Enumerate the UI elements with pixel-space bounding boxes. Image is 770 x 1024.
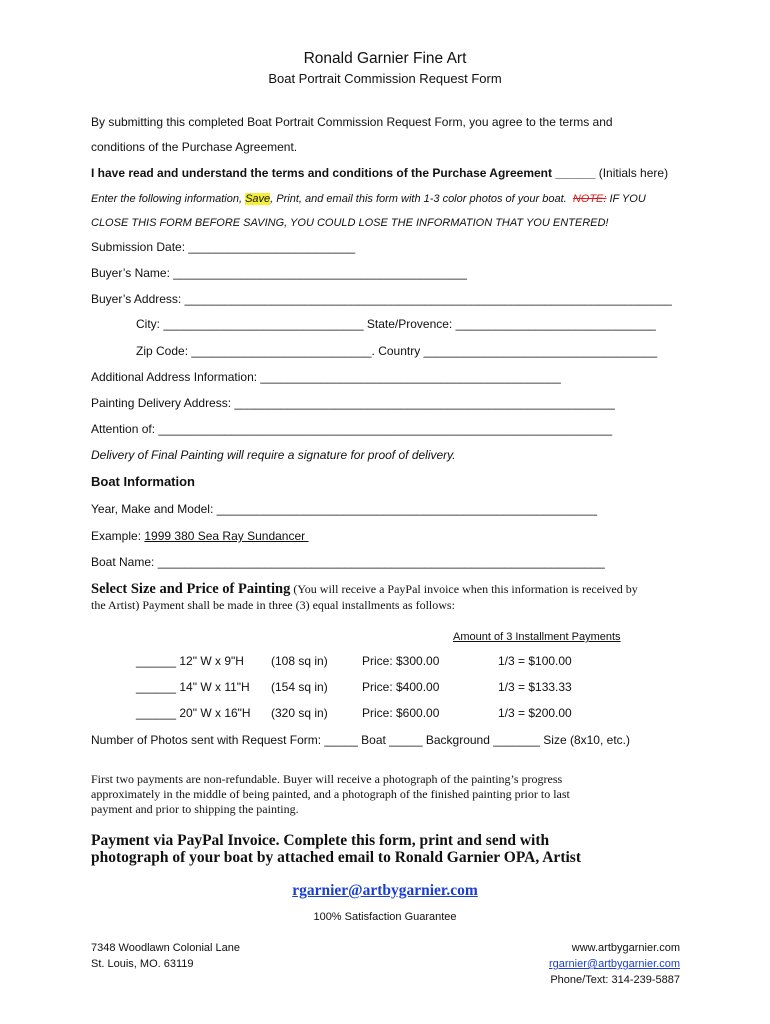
satisfaction-guarantee: 100% Satisfaction Guarantee: [313, 911, 457, 923]
footer-email: [430, 957, 680, 971]
size-price-heading: Select Size and Price of Painting: [91, 581, 291, 597]
agreement-text: I have read and understand the terms and conditions of the Purchase Agreement ______: [91, 166, 599, 180]
additional-address-field[interactable]: Additional Address Information: _____________________________________________: [91, 370, 561, 384]
size-area: (154 sq in): [271, 680, 328, 694]
note-label: NOTE:: [572, 193, 607, 205]
size-price-heading-note: (You will receive a PayPal invoice when this information is received by: [290, 582, 638, 596]
installment-amount: 1/3 = $133.33: [498, 680, 572, 694]
footer-address-2: St. Louis, MO. 63119: [91, 958, 194, 970]
installments-header: Amount of 3 Installment Payments: [453, 631, 621, 643]
example-label: Example:: [91, 529, 145, 543]
size-option[interactable]: ______ 20" W x 16"H: [136, 706, 251, 720]
painting-delivery-field[interactable]: Painting Delivery Address: _________________________________________________________: [91, 396, 615, 410]
buyer-name-field[interactable]: Buyer’s Name: ____________________________________________: [91, 266, 467, 280]
intro-line-2: conditions of the Purchase Agreement.: [91, 140, 298, 154]
footer-website[interactable]: www.artbygarnier.com: [571, 942, 680, 954]
zip-country-field[interactable]: Zip Code: ___________________________. Country ___________________________________: [136, 344, 658, 358]
payment-terms-line-2: approximately in the middle of being painted, and a photograph of the finished painting prior to last: [91, 787, 570, 801]
year-make-model-field[interactable]: Year, Make and Model: _________________________________________________________: [91, 502, 598, 516]
delivery-note: Delivery of Final Painting will require a signature for proof of delivery.: [91, 448, 456, 462]
email-link-wrap: [0, 882, 770, 900]
example-value: 1999 380 Sea Ray Sundancer: [144, 529, 309, 543]
instructions-c: IF YOU: [606, 193, 646, 205]
instructions-a: Enter the following information,: [91, 193, 246, 205]
payment-terms-line-1: First two payments are non-refundable. Buyer will receive a photograph of the painting’s progress: [91, 772, 563, 786]
instructions-line-1: [91, 192, 646, 206]
email-link[interactable]: rgarnier@artbygarnier.com: [292, 882, 478, 899]
footer-email-link[interactable]: rgarnier@artbygarnier.com: [549, 958, 680, 970]
photos-count-field[interactable]: Number of Photos sent with Request Form: _____ Boat _____ Background _______ Size (8x10, etc.): [91, 733, 630, 747]
size-price-heading-line: [91, 581, 638, 597]
intro-line-1: By submitting this completed Boat Portrait Commission Request Form, you agree to the terms and: [91, 115, 613, 129]
installment-amount: 1/3 = $100.00: [498, 654, 572, 668]
agreement-line: [91, 166, 668, 180]
footer-address-1: 7348 Woodlawn Colonial Lane: [91, 942, 241, 954]
size-area: (320 sq in): [271, 706, 328, 720]
size-price: Price: $600.00: [362, 706, 440, 720]
size-option[interactable]: ______ 12" W x 9"H: [136, 654, 244, 668]
paypal-line-1: Payment via PayPal Invoice. Complete this form, print and send with: [91, 832, 550, 849]
buyer-address-field[interactable]: Buyer’s Address: _________________________________________________________________________: [91, 292, 672, 306]
footer-phone: Phone/Text: 314-239-5887: [550, 974, 680, 986]
size-price-line-2: the Artist) Payment shall be made in three (3) equal installments as follows:: [91, 598, 455, 612]
page-title: Ronald Garnier Fine Art: [303, 50, 467, 67]
city-state-field[interactable]: City: ______________________________ State/Provence: ______________________________: [136, 317, 656, 331]
boat-name-field[interactable]: Boat Name: ___________________________________________________________________: [91, 555, 605, 569]
attention-field[interactable]: Attention of: ____________________________________________________________________: [91, 422, 613, 436]
size-price: Price: $400.00: [362, 680, 440, 694]
size-area: (108 sq in): [271, 654, 328, 668]
payment-terms-line-3: payment and prior to shipping the painting.: [91, 802, 299, 816]
instructions-line-2: CLOSE THIS FORM BEFORE SAVING, YOU COULD LOSE THE INFORMATION THAT YOU ENTERED!: [91, 217, 609, 229]
installment-amount: 1/3 = $200.00: [498, 706, 572, 720]
save-highlight: Save: [245, 193, 271, 205]
instructions-b: , Print, and email this form with 1-3 color photos of your boat.: [270, 193, 573, 205]
page-subtitle: Boat Portrait Commission Request Form: [268, 71, 502, 86]
boat-info-heading: Boat Information: [91, 474, 195, 489]
size-price: Price: $300.00: [362, 654, 440, 668]
paypal-line-2: photograph of your boat by attached email to Ronald Garnier OPA, Artist: [91, 849, 581, 866]
agreement-initials: (Initials here): [598, 166, 669, 180]
size-option[interactable]: ______ 14" W x 11"H: [136, 680, 250, 694]
submission-date-field[interactable]: Submission Date: _________________________: [91, 240, 356, 254]
example-line: [91, 529, 308, 543]
